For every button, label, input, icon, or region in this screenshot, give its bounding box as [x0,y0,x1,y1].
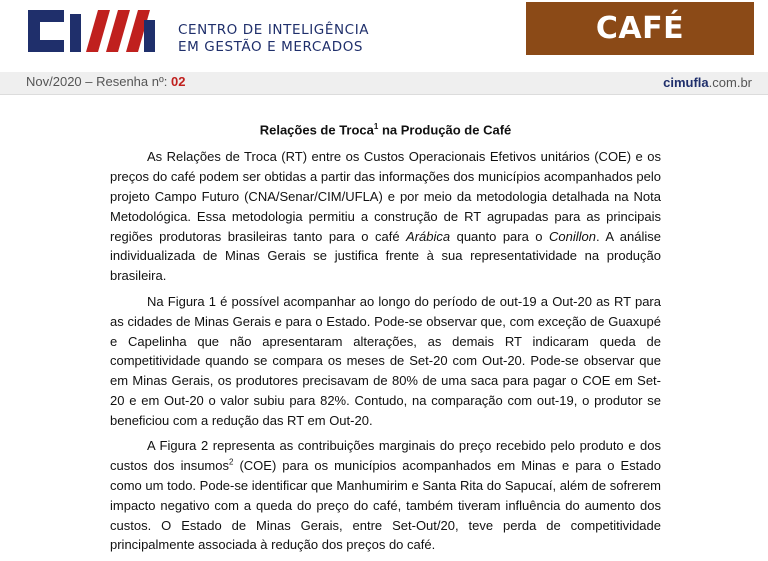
org-name-line1: CENTRO DE INTELIGÊNCIA [178,22,370,38]
footnote-mark-2: 2 [228,457,234,467]
topic-badge: CAFÉ [526,2,754,55]
paragraph-1-part-b: quanto para o [450,228,550,244]
paragraph-3 [110,436,661,555]
issue-info [26,74,185,89]
article [110,122,661,561]
org-name-line2: EM GESTÃO E MERCADOS [178,39,364,55]
article-title [110,122,661,137]
paragraph-1-part-a: As Relações de Troca (RT) entre os Custos Operacionais Efetivos unitários (COE) e os preços do café podem ser obtidas a partir das informações dos municípios acompanhados pelo projeto Campo Futuro (CNA/Senar/CIM/UFLA) e por meio da metodologia detalhada na Nota Metodológica. Essa metodologia permitiu a construção de RT agrupadas para as principais regiões produtoras brasileiras tanto para o café [110,149,661,244]
site-link[interactable] [663,75,752,90]
org-name [178,22,438,56]
site-brand: cimufla [663,75,709,90]
site-suffix: .com.br [708,75,752,90]
issue-number: 02 [170,74,186,89]
cim-logo [24,6,174,56]
term-arabica: Arábica [406,228,451,244]
paragraph-1-part-c: . A análise individualizada de Minas Gerais se justifica frente à sua representatividade na produção brasileira. [110,228,661,284]
title-text-rest: na Produção de Café [378,122,512,138]
title-footnote-mark: 1 [373,122,379,131]
issue-prefix: Nov/2020 – Resenha nº: [26,74,168,89]
paragraph-3-part-a: A Figura 2 representa as contribuições marginais do preço recebido pelo produto e dos custos dos insumos [110,438,661,474]
paragraph-2: Na Figura 1 é possível acompanhar ao longo do período de out-19 a Out-20 as RT para as cidades de Minas Gerais e para o Estado. Pode-se observar que, com exceção de Guaxupé e Capelinha que não apresentaram alterações, as demais RT indicaram queda de competitividade quando se compara os meses de Set-20 com Out-20. Pode-se observar que em Minas Gerais, os produtores precisavam de 80% de uma saca para pagar o COE em Set-20 e em Out-20 o valor subiu para 82%. Contudo, na comparação com out-19, o produtor se beneficiou com a redução das RT em Out-20. [110,293,661,428]
title-text: Relações de Troca [259,122,374,138]
term-conillon: Conillon [549,228,596,244]
paragraph-1 [110,147,661,286]
page-header [0,0,768,70]
paragraph-3-part-b: (COE) para os municípios acompanhados em Minas e para o Estado como um todo. Pode-se identificar que Manhumirim e Santa Rita do Sapucaí, além de sofrerem impacto negativo com a queda do preço do café, também tiveram influência do aumento dos custos. O Estado de Minas Gerais, entre Set-Out/20, teve perda de competitividade principalmente associada à redução dos preços do café. [110,458,661,553]
issue-bar [0,72,768,95]
